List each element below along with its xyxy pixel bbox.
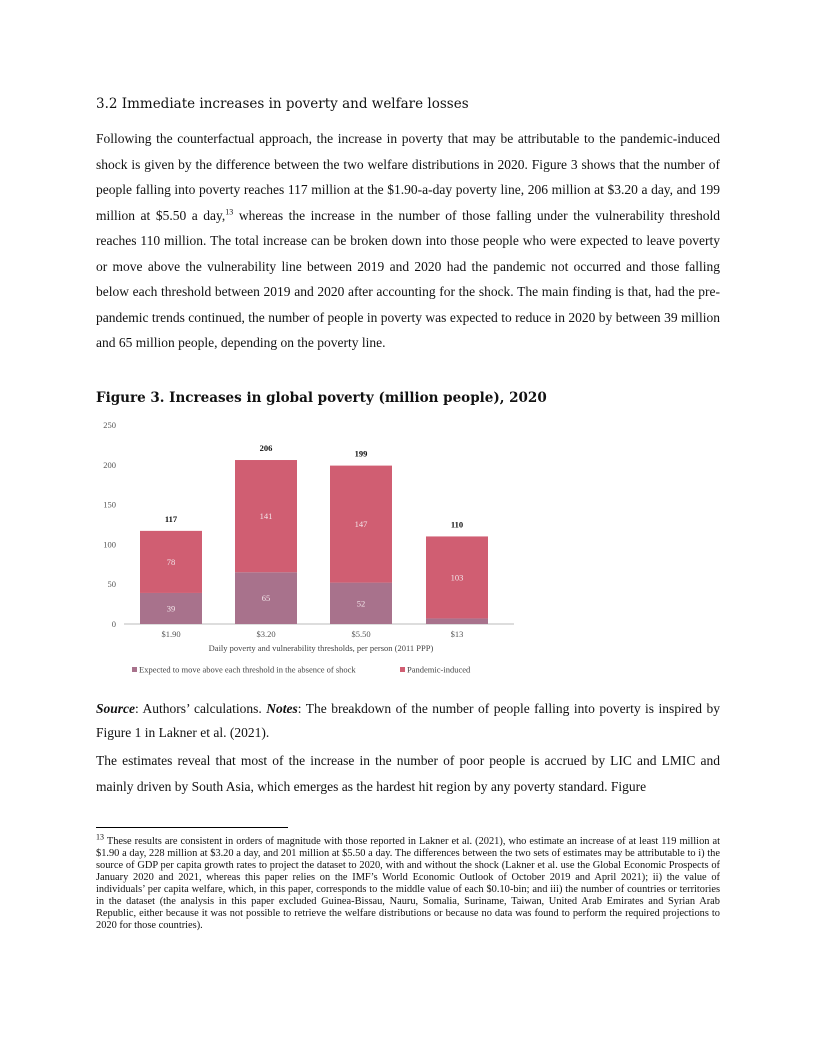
notes-text: : The breakdown of the number of people falling into poverty is inspired by Figure 1 in Lakner et al. (2021). [96, 701, 720, 740]
bar-total-label: 199 [354, 448, 368, 459]
bar-segment-label: 103 [450, 572, 464, 583]
bar-total-label: 110 [450, 519, 464, 530]
poverty-chart [96, 418, 596, 680]
legend-label-expected: Expected to move above each threshold in the absence of shock [139, 664, 356, 675]
legend-swatch-expected [132, 667, 137, 672]
x-tick-label: $13 [450, 629, 464, 639]
x-tick-label: $5.50 [351, 629, 371, 639]
y-tick-label: 200 [103, 459, 116, 470]
bar-segment-label: 78 [166, 556, 176, 567]
figure-title: Figure 3. Increases in global poverty (million people), 2020 [96, 390, 547, 406]
x-axis-title: Daily poverty and vulnerability thresholds, per person (2011 PPP) [208, 643, 434, 653]
y-axis [103, 420, 116, 629]
section-heading: 3.2 Immediate increases in poverty and welfare losses [96, 96, 469, 112]
bar-segment-label: 65 [261, 593, 271, 604]
y-tick-label: 100 [103, 539, 116, 550]
legend-label-pandemic: Pandemic-induced [407, 664, 471, 675]
footnote-13 [96, 832, 720, 932]
footnote-reference[interactable]: 13 [225, 207, 234, 216]
bars-group [140, 443, 488, 624]
footnote-separator [96, 827, 288, 828]
x-tick-label: $1.90 [161, 629, 181, 639]
y-tick-label: 150 [103, 499, 116, 510]
y-tick-label: 0 [111, 619, 116, 629]
body-paragraph-2: The estimates reveal that most of the increase in the number of poor people is accrued by LIC and LMIC and mainly driven by South Asia, which emerges as the hardest hit region by any poverty standard. Figure [96, 753, 720, 794]
bar-segment-label: 52 [356, 598, 366, 609]
body-paragraph [96, 126, 720, 356]
bar-segment-label: 141 [259, 511, 273, 522]
y-tick-label: 250 [103, 420, 116, 430]
bar-total-label: 117 [164, 513, 178, 524]
footnote-text: These results are consistent in orders of magnitude with those reported in Lakner et al. (2021), who estimate an increase of at least 119 million at $1.90 a day, 228 million at $3.20 a day, and 201 million at $5.50 a day. The differences between the two sets of estimates may be attributable to i) the source of GDP per capita growth rates to project the dataset to 2020, with and without the shock (Lakner et al. use the Global Economic Prospects of January 2020 and 2021, whereas this paper relies on the IMF’s World Economic Outlook of October 2019 and April 2021); ii) the value of individuals’ per capita welfare, which, in this paper, corresponds to the middle value of each $0.10-bin; and iii) the number of countries or territories in the dataset (the analysis in this paper excluded Guinea-Bissau, Nauru, Somalia, Suriname, Taiwan, United Arab Emirates and Syrian Arab Republic, either because it was not possible to retrieve the welfare distributions or because no data was found to perform the required projections to 2020 for those countries). [96, 836, 720, 931]
paragraph-text-continued: whereas the increase in the number of those falling under the vulnerability threshold reaches 110 million. The total increase can be broken down into those people who were expected to leave poverty or move above the vulnerability line between 2019 and 2020 had the pandemic not occurred and those falling below each threshold between 2019 and 2020 after accounting for the shock. The main finding is that, had the pre-pandemic trends continued, the number of people in poverty was expected to reduce in 2020 by between 39 million and 65 million people, depending on the poverty line. [96, 207, 720, 350]
notes-label: Notes [266, 701, 298, 716]
bar-segment-label: 39 [166, 603, 176, 614]
x-axis [161, 629, 463, 639]
bar-segment [426, 618, 488, 624]
footnote-marker: 13 [96, 832, 104, 842]
x-tick-label: $3.20 [256, 629, 276, 639]
source-notes [96, 697, 720, 745]
bar-segment-label: 147 [354, 519, 368, 530]
source-text: : Authors’ calculations. [135, 701, 267, 716]
bar-total-label: 206 [259, 443, 273, 454]
legend [132, 665, 471, 675]
source-label: Source [96, 701, 136, 716]
legend-swatch-pandemic [400, 667, 405, 672]
paragraph-text: Following the counterfactual approach, the increase in poverty that may be attributable to the pandemic-induced shock is given by the difference between the two welfare distributions in 2020. Figure 3 shows that the number of people falling into poverty reaches 117 million at the $1.90-a-day poverty line, 206 million at $3.20 a day, and 199 million at $5.50 a day, [96, 131, 720, 223]
y-tick-label: 50 [107, 579, 116, 590]
